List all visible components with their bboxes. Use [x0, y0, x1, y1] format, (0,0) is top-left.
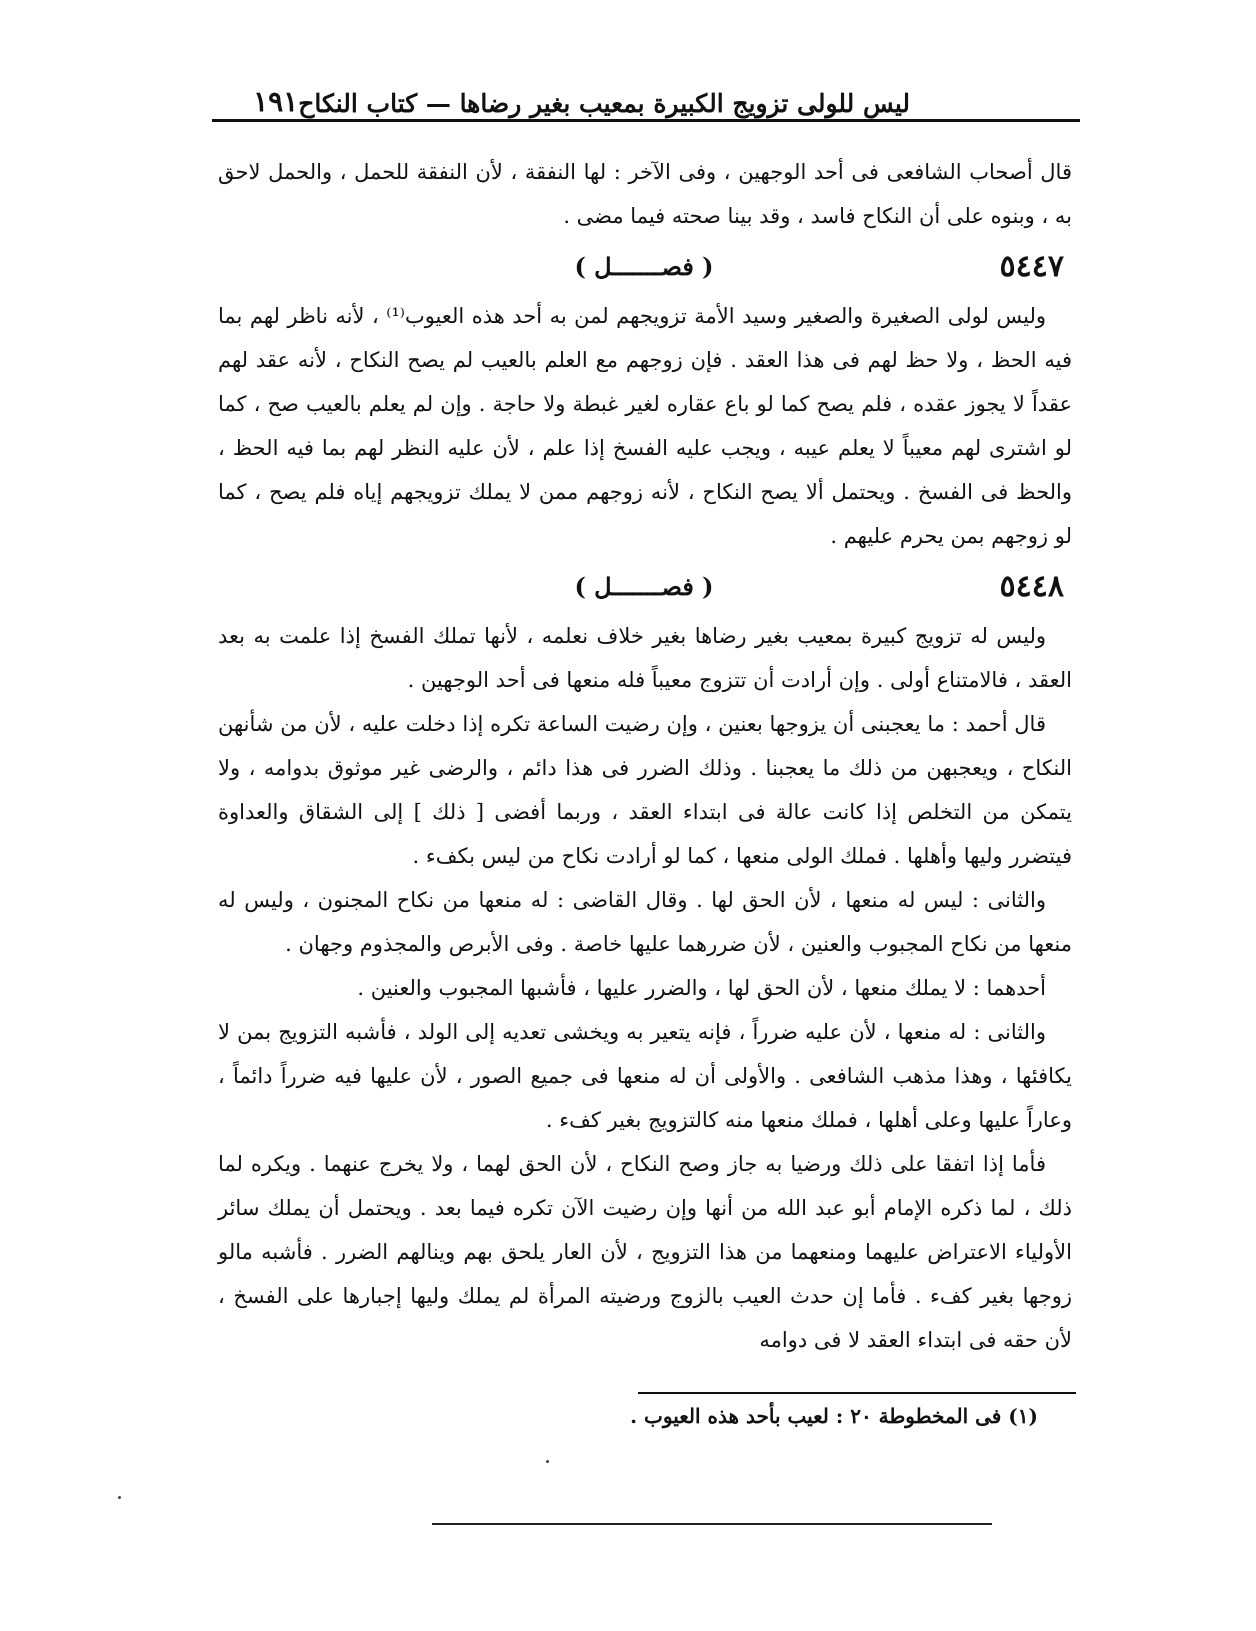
- page-header: [212, 70, 1080, 118]
- paragraph: وليس لولى الصغيرة والصغير وسيد الأمة تزويجهم لمن به أحد هذه العيوب⁽¹⁾ ، لأنه ناظر لهم بما فيه الحظ ، ولا حظ لهم فى هذا العقد . فإن زوجهم مع العلم بالعيب لم يصح النكاح ، لأنه عقد لهم عقداً لا يجوز عقده ، فلم يصح كما لو باع عقاره لغير غبطة ولا حاجة . وإن لم يعلم بالعيب صح ، كما لو اشترى لهم معيباً لا يعلم عيبه ، ويجب عليه الفسخ إذا علم ، لأن عليه النظر لهم بما فيه الحظ ، والحظ فى الفسخ . ويحتمل ألا يصح النكاح ، لأنه زوجهم ممن لا يملك تزويجهم إياه فلم يصح ، كما لو زوجهم بمن يحرم عليهم .: [218, 304, 1072, 548]
- header-rule: [212, 119, 1080, 122]
- page-number: ١٩١: [253, 85, 299, 118]
- running-title: ليس للولى تزويج الكبيرة بمعيب بغير رضاها — كتاب النكاح: [298, 89, 910, 118]
- bottom-rule: [432, 1523, 992, 1525]
- scan-speck: [118, 1496, 121, 1499]
- paragraph: قال أحمد : ما يعجبنى أن يزوجها بعنين ، وإن رضيت الساعة تكره إذا دخلت عليه ، لأن من شأنهن النكاح ، ويعجبهن من ذلك ما يعجبنا . وذلك الضرر فى هذا دائم ، والرضى غير موثوق بدوامه ، ولا يتمكن من التخلص إذا كانت عالة فى ابتداء العقد ، وربما أفضى [ ذلك ] إلى الشقاق والعداوة فيتضرر وليها وأهلها . فملك الولى منعها ، كما لو أرادت نكاح من ليس بكفء .: [218, 712, 1072, 868]
- footnote-rule: [638, 1392, 1076, 1394]
- scan-speck: [546, 1460, 549, 1463]
- paragraph: والثانى : ليس له منعها ، لأن الحق لها . وقال القاضى : له منعها من نكاح المجنون ، وليس له منعها من نكاح المجبوب والعنين ، لأن ضررهما عليها خاصة . وفى الأبرص والمجذوم وجهان .: [218, 888, 1072, 956]
- page-body: [218, 150, 1072, 1362]
- footnote: (١) فى المخطوطة ٢٠ : لعيب بأحد هذه العيوب .: [630, 1404, 1038, 1428]
- section-title: ( فصـــــــل ): [574, 571, 714, 601]
- section-heading-5448: [218, 560, 1072, 612]
- section-number: ٥٤٤٧: [999, 248, 1064, 284]
- paragraph: وليس له تزويج كبيرة بمعيب بغير رضاها بغير خلاف نعلمه ، لأنها تملك الفسخ إذا علمت به بعد العقد ، فالامتناع أولى . وإن أرادت أن تتزوج معيباً فله منعها فى أحد الوجهين .: [218, 624, 1072, 692]
- paragraph: فأما إذا اتفقا على ذلك ورضيا به جاز وصح النكاح ، لأن الحق لهما ، ولا يخرج عنهما . ويكره لما ذلك ، لما ذكره الإمام أبو عبد الله من أنها وإن رضيت الآن تكره فيما بعد . ويحتمل أن يملك سائر الأولياء الاعتراض عليهما ومنعهما من هذا التزويج ، لأن العار يلحق بهم وينالهم الضرر . فأشبه مالو زوجها بغير كفء . فأما إن حدث العيب بالزوج ورضيته المرأة لم يملك وليها إجبارها على الفسخ ، لأن حقه فى ابتداء العقد لا فى دوامه: [218, 1152, 1072, 1352]
- section-title: ( فصـــــــل ): [574, 251, 714, 281]
- section-number: ٥٤٤٨: [999, 568, 1064, 604]
- paragraph: قال أصحاب الشافعى فى أحد الوجهين ، وفى الآخر : لها النفقة ، لأن النفقة للحمل ، والحمل لاحق به ، وبنوه على أن النكاح فاسد ، وقد بينا صحته فيما مضى .: [218, 160, 1072, 228]
- section-heading-5447: [218, 240, 1072, 292]
- paragraph: والثانى : له منعها ، لأن عليه ضرراً ، فإنه يتعير به ويخشى تعديه إلى الولد ، فأشبه التزويج بمن لا يكافئها ، وهذا مذهب الشافعى . والأولى أن له منعها فى جميع الصور ، لأن عليها فيه ضرراً دائماً ، وعاراً عليها وعلى أهلها ، فملك منعها منه كالتزويج بغير كفء .: [218, 1020, 1072, 1132]
- paragraph: أحدهما : لا يملك منعها ، لأن الحق لها ، والضرر عليها ، فأشبها المجبوب والعنين .: [357, 976, 1046, 1000]
